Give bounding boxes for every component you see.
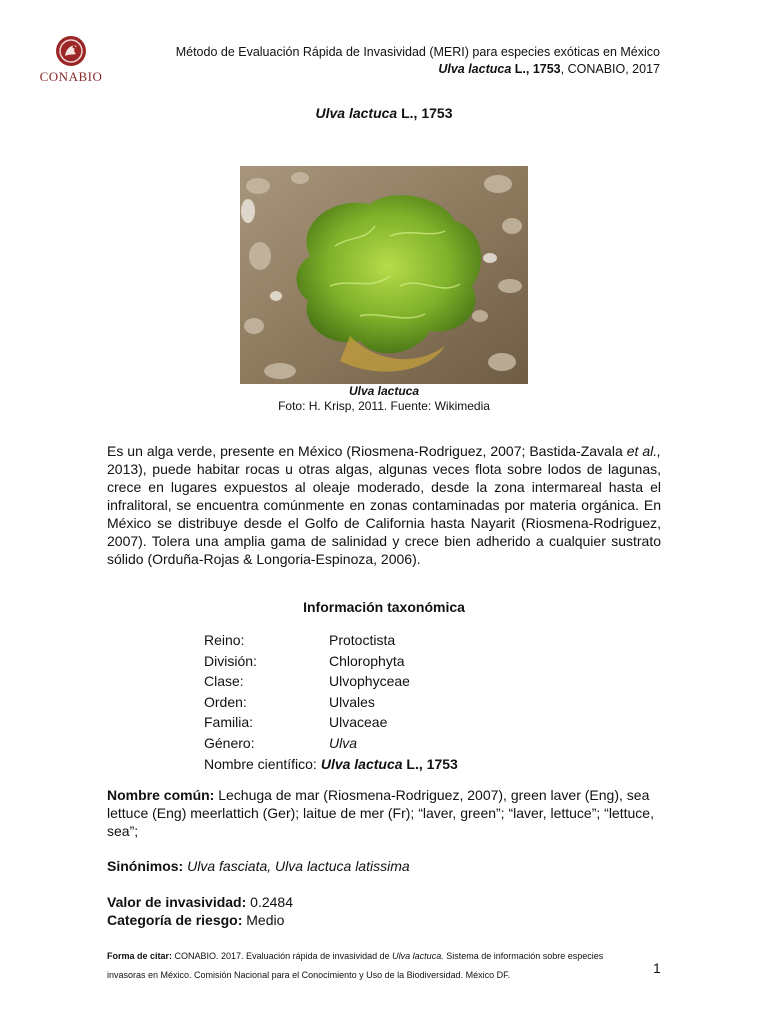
invasiveness-value: 0.2484 [246,894,293,910]
conabio-logo [36,34,106,85]
synonyms-label: Sinónimos: [107,858,184,874]
risk-label: Categoría de riesgo: [107,912,243,928]
taxonomy-key: División: [204,652,257,669]
invasiveness-label: Valor de invasividad: [107,894,247,910]
citation-text-1: CONABIO. 2017. Evaluación rápida de invasividad de [172,951,393,961]
scientific-author: L., 1753 [402,756,458,772]
page-number: 1 [653,960,661,976]
scientific-name-label: Nombre científico: [204,756,317,772]
header-author: L., 1753 [511,62,561,76]
citation-text-2: Sistema de información sobre especies invasoras en México. Comisión Nacional para el Conocimiento y Uso de la Biodiversidad. México DF. [107,951,604,980]
taxonomy-value: Chlorophyta [329,652,405,669]
genus-value: Ulva [329,734,358,751]
taxonomy-key: Clase: [204,673,244,690]
taxonomy-value: Ulvophyceae [329,673,410,690]
scientific-name [204,756,458,772]
figure-caption [0,384,768,414]
header-line-1: Método de Evaluación Rápida de Invasividad (MERI) para especies exóticas en México [175,45,660,59]
taxonomy-key: Reino: [204,632,245,649]
description-paragraph [107,442,661,568]
caption-credit: Foto: H. Krisp, 2011. Fuente: Wikimedia [278,399,490,413]
common-name-text: Lechuga de mar (Riosmena-Rodriguez, 2007), green laver (Eng), sea lettuce (Eng) meerlattich (Ger); laitue de mer (Fr); “laver, green”; “laver, lettuce”; “lettuce, sea”; [107,787,654,839]
invasiveness-block [107,893,667,911]
synonyms-block [107,857,667,875]
taxonomy-key: Orden: [204,693,247,710]
title-species: Ulva lactuca [315,105,398,121]
citation-footer [107,947,637,985]
document-header [176,44,660,78]
taxonomy-key: Familia: [204,714,254,731]
taxonomy-value: Ulvales [329,693,375,710]
scientific-species: Ulva lactuca [320,756,403,772]
taxonomy-row [204,630,410,651]
taxonomy-key: Género: [204,734,255,751]
common-name-label: Nombre común: [107,787,215,803]
taxonomy-row [204,692,410,713]
header-line-2 [176,61,660,78]
risk-block [107,911,667,929]
taxonomy-row [204,733,410,754]
description-text-2: 2013), puede habitar rocas u otras algas, algunas veces flota sobre lodos de lagunas, crece en lugares expuestos al oleaje moderado, desde la zona intermareal hasta el infralitoral, se encuentra comúnmente en zonas contaminadas por materia orgánica. En México se distribuye desde el Golfo de California hasta Nayarit (Riosmena-Rodriguez, 2007). Tolera una amplia gama de salinidad y crece bien adherido a cualquier sustrato sólido (Orduña-Rojas & Longoria-Espinoza, 2006). [107,461,661,567]
scientific-name-value [321,756,458,772]
taxonomy-value: Ulvaceae [329,714,388,731]
common-name-block [107,786,667,840]
citation-label: Forma de citar: [107,951,173,961]
page-title [0,105,768,121]
logo-text: CONABIO [39,69,103,84]
description-text-1: Es un alga verde, presente en México (Riosmena-Rodriguez, 2007; Bastida-Zavala [107,443,627,459]
taxonomy-table [204,630,410,753]
taxonomy-value [329,733,410,754]
ulva-lactuca-photo [240,166,528,384]
title-author: L., 1753 [397,105,453,121]
description-etal: et al., [626,443,661,459]
taxonomy-row [204,712,410,733]
header-rest: , CONABIO, 2017 [560,62,660,76]
citation-species: Ulva lactuca. [392,951,444,961]
conabio-emblem-icon [54,34,88,68]
caption-species: Ulva lactuca [348,384,420,398]
taxonomy-row [204,651,410,672]
taxonomy-value: Protoctista [329,632,396,649]
taxonomy-title: Información taxonómica [303,599,465,615]
header-species: Ulva lactuca [438,62,512,76]
risk-value: Medio [242,912,285,928]
synonyms-text: Ulva fasciata, Ulva lactuca latissima [187,858,410,874]
taxonomy-row [204,671,410,692]
